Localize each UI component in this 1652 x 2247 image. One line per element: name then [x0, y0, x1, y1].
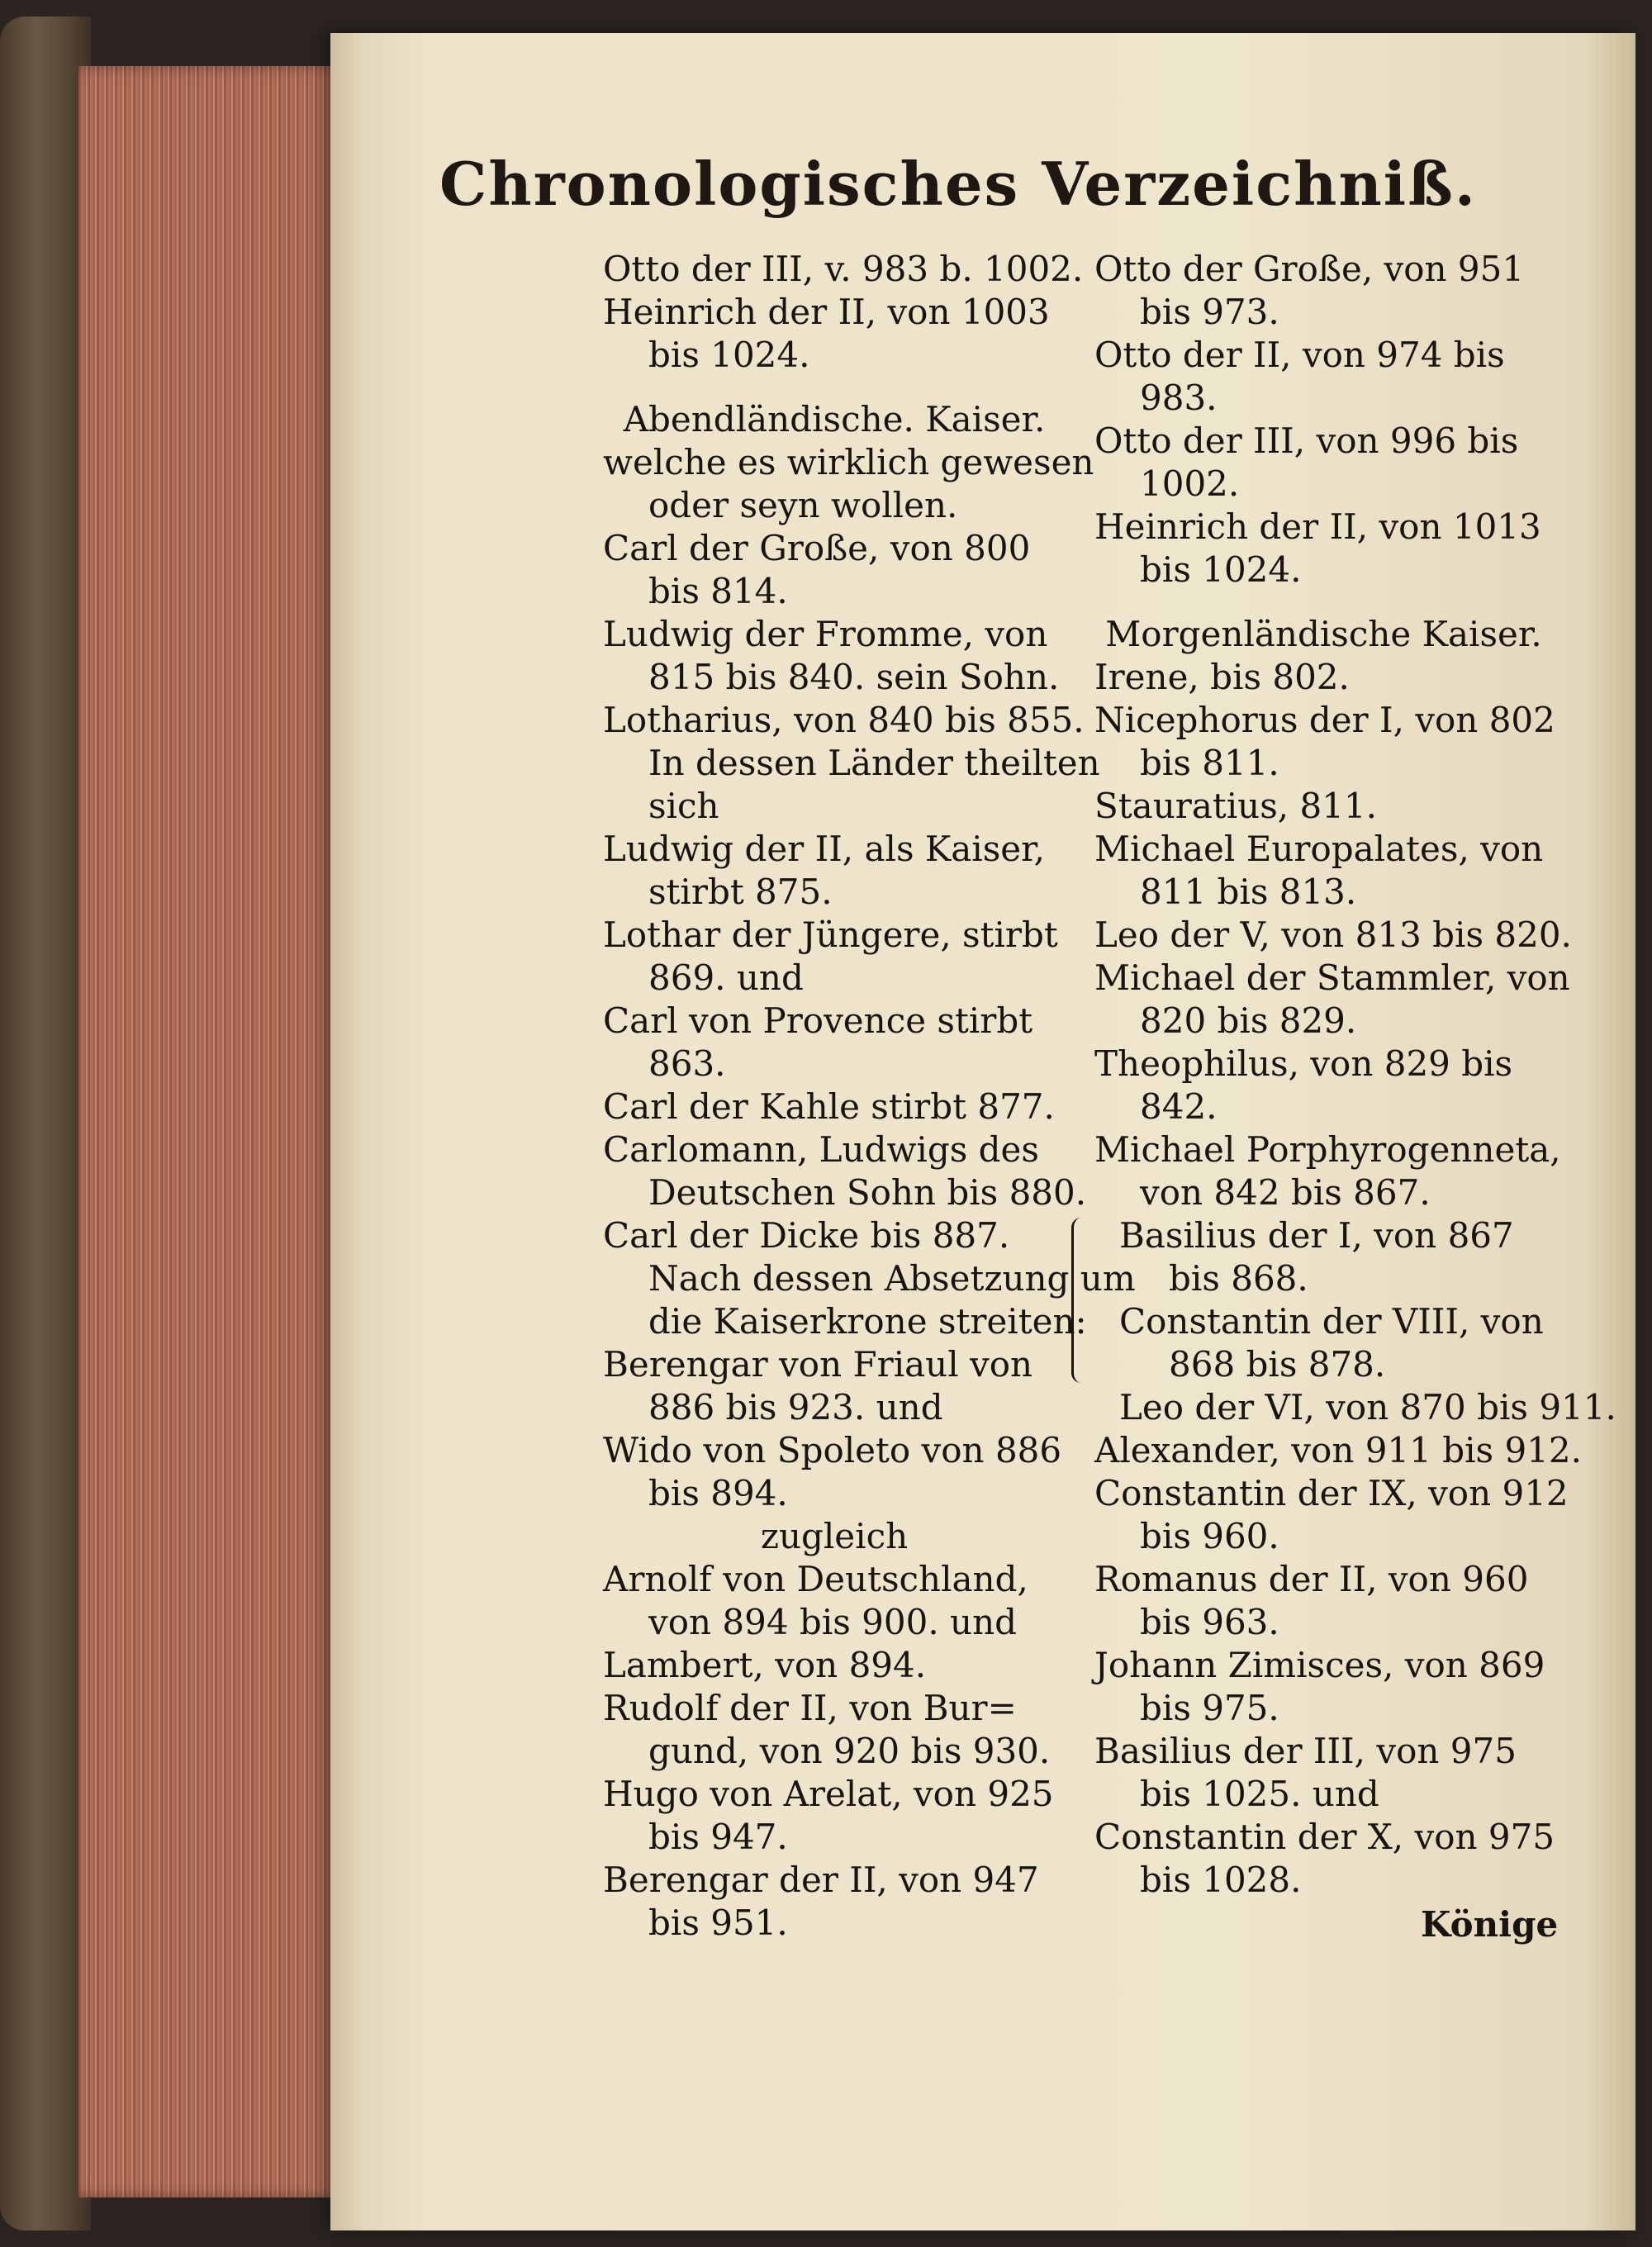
entry-line: bis 1024.: [648, 335, 810, 375]
entry-line: Nicephorus der I, von 802: [1094, 700, 1555, 740]
page-title: Chronologisches Verzeichniß.: [439, 149, 1477, 219]
entry-line: Rudolf der II, von Bur=: [603, 1688, 1017, 1728]
entry-line: bis 894.: [648, 1473, 788, 1513]
entry-line: Johann Zimisces, von 869: [1094, 1645, 1545, 1685]
entry-line: Carl der Kahle stirbt 877.: [603, 1086, 1055, 1127]
entry-line: Alexander, von 911 bis 912.: [1094, 1430, 1582, 1470]
entry-line: Lotharius, von 840 bis 855.: [603, 700, 1085, 740]
entry-line: Leo der V, von 813 bis 820.: [1094, 914, 1572, 955]
entry-line: bis 868.: [1169, 1258, 1308, 1299]
entry-line: Basilius der III, von 975: [1094, 1731, 1517, 1771]
entry-line: bis 1028.: [1140, 1860, 1302, 1900]
entry-line: Carl von Provence stirbt: [603, 1000, 1033, 1041]
entry-line: Leo der VI, von 870 bis 911.: [1119, 1387, 1616, 1428]
entry-line: zugleich: [760, 1516, 909, 1556]
entry-line: Nach dessen Absetzung um: [648, 1258, 1136, 1299]
entry-line: 863.: [648, 1043, 726, 1084]
entry-line: Michael Europalates, von: [1094, 829, 1544, 869]
section-heading: Morgenländische Kaiser.: [1105, 614, 1542, 654]
entry-line: Theophilus, von 829 bis: [1094, 1043, 1513, 1084]
entry-line: 811 bis 813.: [1140, 872, 1357, 912]
brace-group: [1094, 1214, 1616, 1429]
entry-line: Constantin der X, von 975: [1094, 1817, 1555, 1857]
entry-line: 868 bis 878.: [1169, 1344, 1386, 1385]
entry-line: gund, von 920 bis 930.: [648, 1731, 1051, 1771]
entry-line: Michael der Stammler, von: [1094, 957, 1570, 998]
entry-line: Constantin der VIII, von: [1119, 1301, 1544, 1342]
entry-line: bis 811.: [1140, 743, 1279, 783]
entry-line: Ludwig der Fromme, von: [603, 614, 1048, 654]
entry-line: bis 960.: [1140, 1516, 1279, 1556]
catchword: Könige: [1421, 1904, 1559, 1945]
entry-line: Constantin der IX, von 912: [1094, 1473, 1569, 1513]
entry-line: 983.: [1140, 378, 1218, 418]
book-spine: [0, 17, 91, 2230]
entry-line: Otto der II, von 974 bis: [1094, 335, 1505, 375]
entry-line: Lothar der Jüngere, stirbt: [603, 914, 1058, 955]
entry-line: Heinrich der II, von 1013: [1094, 506, 1541, 547]
entry-line: 886 bis 923. und: [648, 1387, 943, 1428]
entry-line: Carl der Große, von 800: [603, 528, 1031, 568]
entry-line: Carlomann, Ludwigs des: [603, 1129, 1039, 1170]
entry-line: Romanus der II, von 960: [1094, 1559, 1529, 1599]
entry-line: Otto der Große, von 951: [1094, 249, 1525, 289]
entry-line: Deutschen Sohn bis 880.: [648, 1172, 1087, 1213]
entry-line: bis 814.: [648, 571, 788, 611]
section-heading: Abendländische. Kaiser.: [623, 399, 1046, 439]
entry-line: In dessen Länder theilten: [648, 743, 1100, 783]
entry-line: Otto der III, v. 983 b. 1002.: [603, 249, 1084, 289]
entry-line: Berengar von Friaul von: [603, 1344, 1033, 1385]
entry-line: von 894 bis 900. und: [648, 1602, 1018, 1642]
entry-line: bis 1025. und: [1140, 1774, 1379, 1814]
entry-line: bis 951.: [648, 1903, 788, 1943]
entry-line: Carl der Dicke bis 887.: [603, 1215, 1010, 1256]
entry-line: Arnolf von Deutschland,: [603, 1559, 1028, 1599]
entry-line: 842.: [1140, 1086, 1218, 1127]
entry-line: Ludwig der II, als Kaiser,: [603, 829, 1045, 869]
entry-line: Berengar der II, von 947: [603, 1860, 1039, 1900]
entry-line: bis 947.: [648, 1817, 788, 1857]
entry-line: sich: [648, 786, 719, 826]
entry-line: bis 963.: [1140, 1602, 1279, 1642]
entry-line: 869. und: [648, 957, 804, 998]
entry-line: bis 1024.: [1140, 549, 1302, 590]
entry-line: Wido von Spoleto von 886: [603, 1430, 1062, 1470]
entry-line: bis 973.: [1140, 292, 1279, 332]
entry-line: Michael Porphyrogenneta,: [1094, 1129, 1561, 1170]
entry-line: Irene, bis 802.: [1094, 657, 1350, 697]
entry-line: von 842 bis 867.: [1140, 1172, 1431, 1213]
entry-line: Otto der III, von 996 bis: [1094, 420, 1519, 461]
entry-line: Hugo von Arelat, von 925: [603, 1774, 1054, 1814]
right-column: [1094, 248, 1616, 1902]
entry-line: Basilius der I, von 867: [1119, 1215, 1514, 1256]
entry-line: 820 bis 829.: [1140, 1000, 1357, 1041]
entry-line: 815 bis 840. sein Sohn.: [648, 657, 1060, 697]
entry-line: bis 975.: [1140, 1688, 1279, 1728]
entry-line: Stauratius, 811.: [1094, 786, 1377, 826]
entry-line: oder seyn wollen.: [648, 485, 958, 525]
entry-line: stirbt 875.: [648, 872, 833, 912]
curly-brace: [1071, 1218, 1092, 1383]
entry-line: Heinrich der II, von 1003: [603, 292, 1050, 332]
entry-line: welche es wirklich gewesen: [603, 442, 1094, 482]
entry-line: 1002.: [1140, 463, 1240, 504]
entry-line: die Kaiserkrone streiten:: [648, 1301, 1087, 1342]
page-edges: [78, 66, 343, 2197]
entry-line: Lambert, von 894.: [603, 1645, 927, 1685]
left-column: [603, 248, 1136, 1945]
